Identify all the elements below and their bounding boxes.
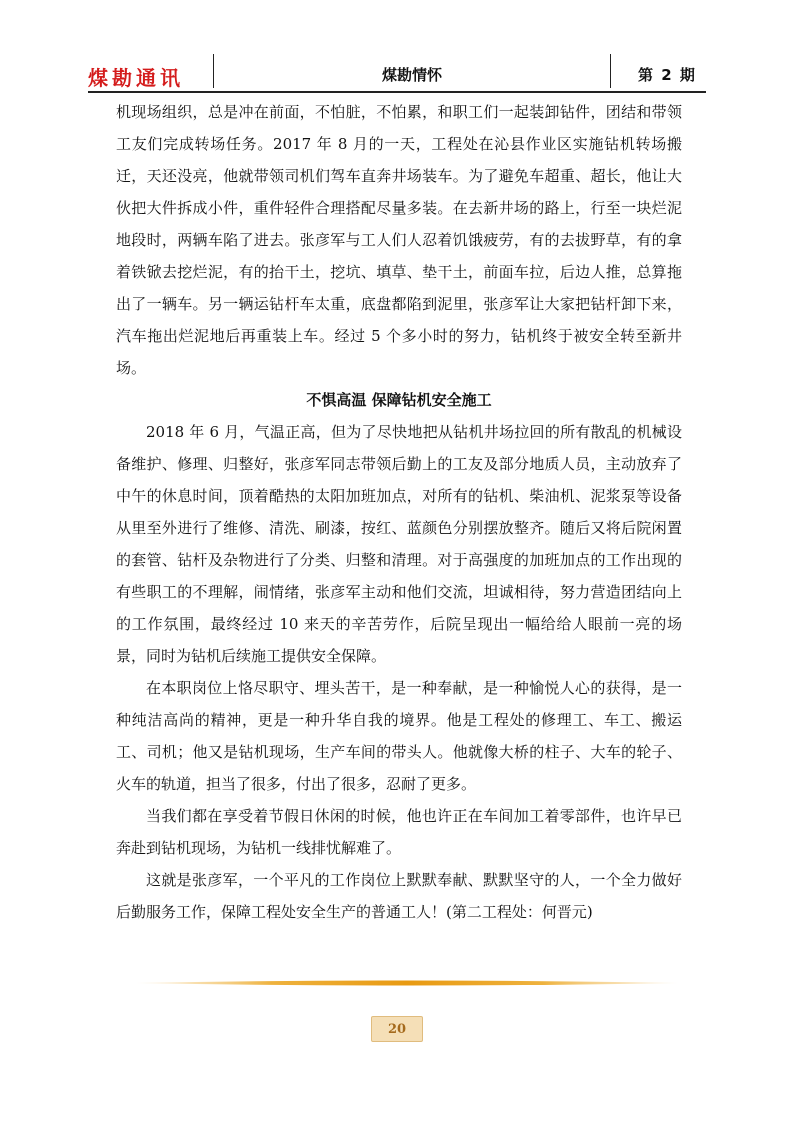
page-number-badge: 20 bbox=[371, 1016, 423, 1042]
section-title: 煤勘情怀 bbox=[381, 66, 442, 84]
subheading: 不惧高温 保障钻机安全施工 bbox=[306, 391, 492, 409]
issue-number: 第 2 期 bbox=[638, 66, 695, 84]
paragraph: 这就是张彦军，一个平凡的工作岗位上默默奉献、默默坚守的人，一个全力做好后勤服务工作，保障工程处安全生产的普通工人！(第二工程处：何晋元) bbox=[116, 871, 682, 921]
decorative-gold-rule bbox=[136, 978, 678, 988]
header-divider-right bbox=[610, 54, 611, 88]
paragraph: 当我们都在享受着节假日休闲的时候，他也许正在车间加工着零部件，也许早已奔赴到钻机现场，为钻机一线排忧解难了。 bbox=[116, 807, 682, 857]
article-body bbox=[116, 96, 682, 928]
publication-title: 煤勘通讯 bbox=[88, 66, 184, 90]
paragraph: 2018 年 6 月，气温正高，但为了尽快地把从钻机井场拉回的所有散乱的机械设备维护、修理、归整好，张彦军同志带领后勤上的工友及部分地质人员，主动放弃了中午的休息时间，顶着酷热的太阳加班加点，对所有的钻机、柴油机、泥浆泵等设备从里至外进行了维修、清洗、刷漆，按红、蓝颜色分别摆放整齐。随后又将后院闲置的套管、钻杆及杂物进行了分类、归整和清理。对于高强度的加班加点的工作出现的有些职工的不理解，闹情绪，张彦军主动和他们交流，坦诚相待，努力营造团结向上的工作氛围，最终经过 10 来天的辛苦劳作，后院呈现出一幅给给人眼前一亮的场景，同时为钻机后续施工提供安全保障。 bbox=[116, 423, 682, 665]
header-rule bbox=[88, 91, 706, 93]
paragraph: 机现场组织，总是冲在前面，不怕脏，不怕累，和职工们一起装卸钻件，团结和带领工友们完成转场任务。2017 年 8 月的一天，工程处在沁县作业区实施钻机转场搬迁，天还没亮，他就带领司机们驾车直奔井场装车。为了避免车超重、超长，他让大伙把大件拆成小件，重件轻件合理搭配尽量多装。在去新井场的路上，行至一块烂泥地段时，两辆车陷了进去。张彦军与工人们人忍着饥饿疲劳，有的去拔野草，有的拿着铁锨去挖烂泥，有的抬干土，挖坑、填草、垫干土，前面车拉，后边人推，总算拖出了一辆车。另一辆运钻杆车太重，底盘都陷到泥里，张彦军让大家把钻杆卸下来，汽车拖出烂泥地后再重装上车。经过 5 个多小时的努力，钻机终于被安全转至新井场。 bbox=[116, 103, 682, 377]
page-header bbox=[88, 50, 706, 94]
paragraph: 在本职岗位上恪尽职守、埋头苦干，是一种奉献，是一种愉悦人心的获得，是一种纯洁高尚的精神，更是一种升华自我的境界。他是工程处的修理工、车工、搬运工、司机；他又是钻机现场，生产车间的带头人。他就像大桥的柱子、大车的轮子、火车的轨道，担当了很多，付出了很多，忍耐了更多。 bbox=[116, 679, 682, 793]
